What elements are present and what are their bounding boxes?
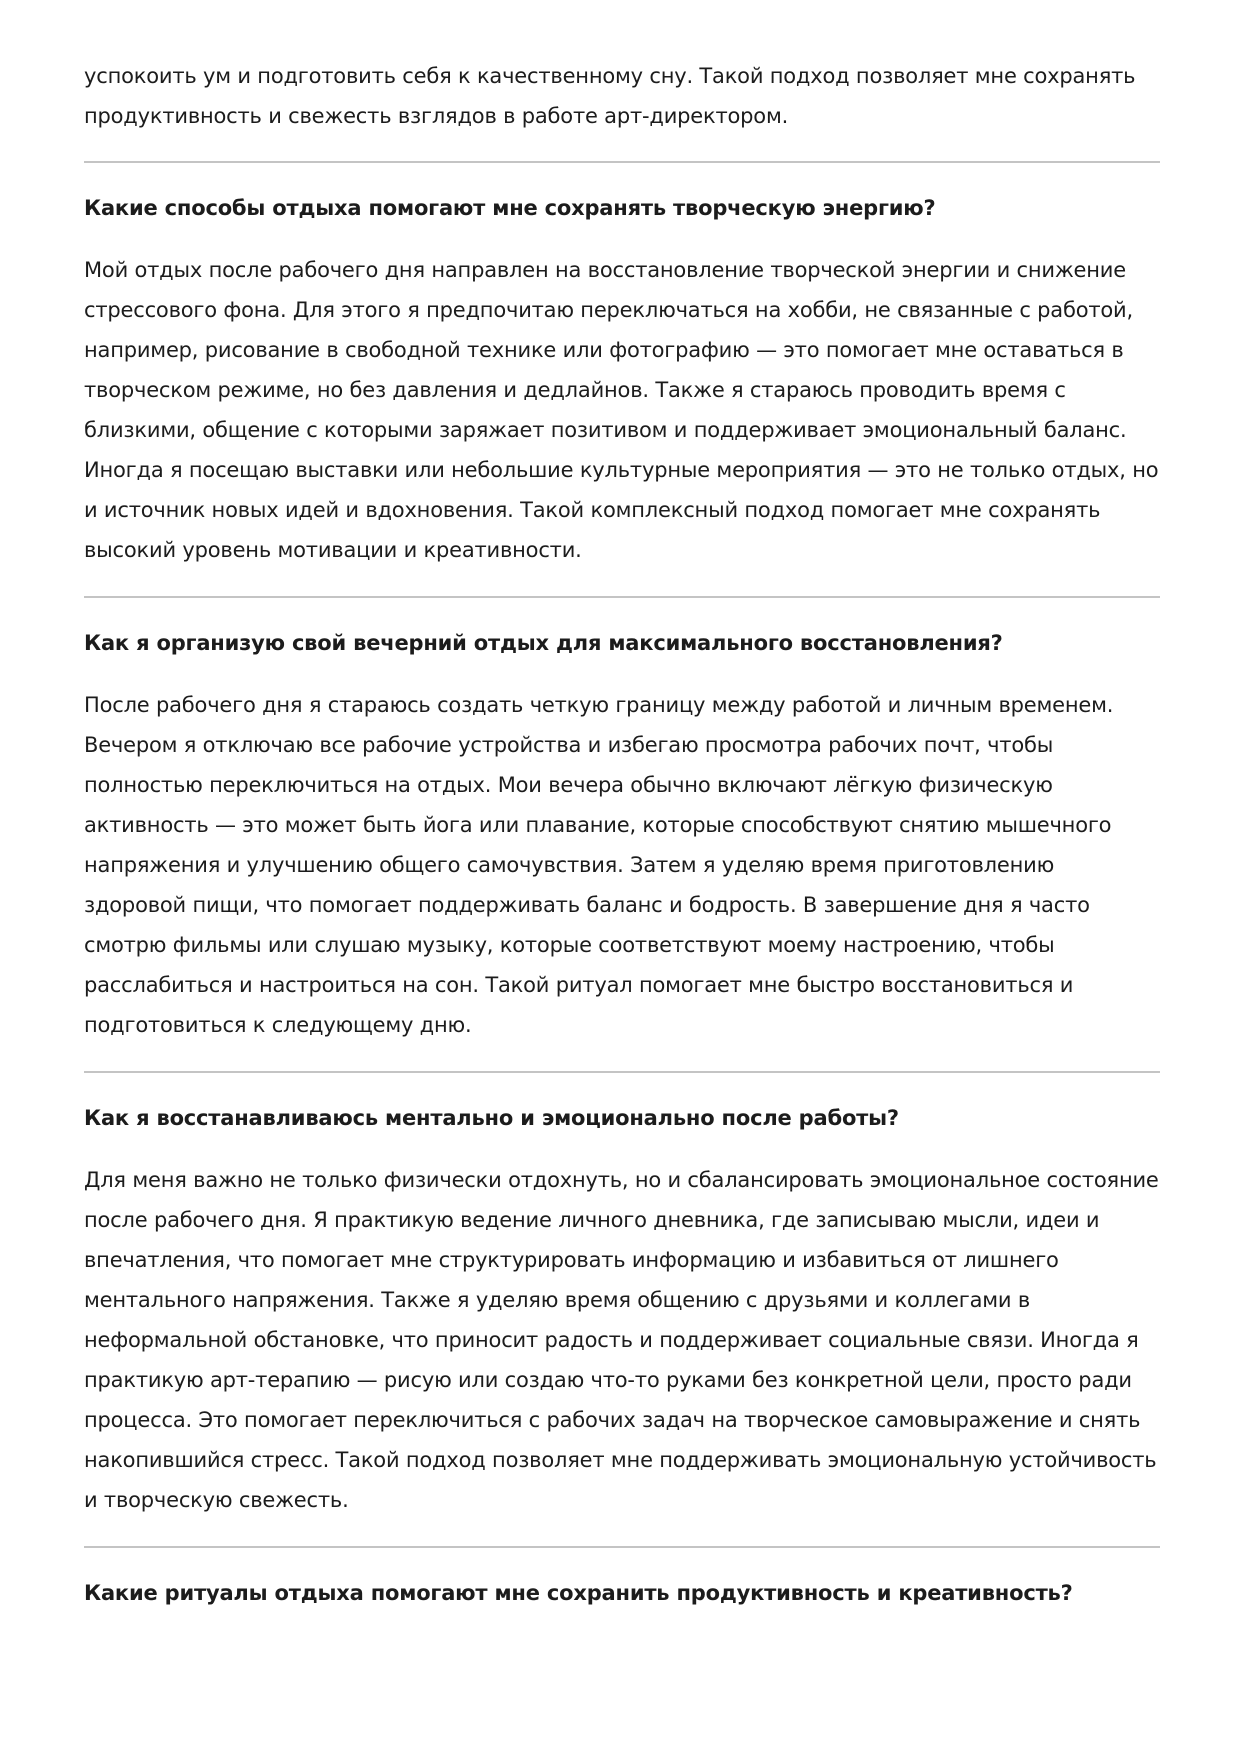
section-heading: Какие ритуалы отдыха помогают мне сохранить продуктивность и креативность? bbox=[84, 1581, 1073, 1605]
section-heading: Как я организую свой вечерний отдых для максимального восстановления? bbox=[84, 631, 1003, 655]
section-divider bbox=[84, 596, 1160, 598]
section-paragraph: После рабочего дня я стараюсь создать четкую границу между работой и личным временем. Вечером я отключаю все рабочие устройства и избегаю просмотра рабочих почт, чтобы полностью переключиться на отдых. Мои вечера обычно включают лёгкую физическую активность — это может быть йога или плавание, которые способствуют снятию мышечного напряжения и улучшению общего самочувствия. Затем я уделяю время приготовлению здоровой пищи, что помогает поддерживать баланс и бодрость. В завершение дня я часто смотрю фильмы или слушаю музыку, которые соответствуют моему настроению, чтобы расслабиться и настроиться на сон. Такой ритуал помогает мне быстро восстановиться и подготовиться к следующему дню. bbox=[84, 693, 1114, 1037]
section-divider bbox=[84, 1546, 1160, 1548]
document-page bbox=[84, 56, 1160, 1608]
section-divider bbox=[84, 161, 1160, 163]
section-heading: Как я восстанавливаюсь ментально и эмоционально после работы? bbox=[84, 1106, 899, 1130]
section-divider bbox=[84, 1071, 1160, 1073]
section-paragraph: Мой отдых после рабочего дня направлен на восстановление творческой энергии и снижение стрессового фона. Для этого я предпочитаю переключаться на хобби, не связанные с работой, например, рисование в свободной технике или фотографию — это помогает мне оставаться в творческом режиме, но без давления и дедлайнов. Также я стараюсь проводить время с близкими, общение с которыми заряжает позитивом и поддерживает эмоциональный баланс. Иногда я посещаю выставки или небольшие культурные мероприятия — это не только отдых, но и источник новых идей и вдохновения. Такой комплексный подход помогает мне сохранять высокий уровень мотивации и креативности. bbox=[84, 258, 1159, 562]
section-paragraph: Для меня важно не только физически отдохнуть, но и сбалансировать эмоциональное состояние после рабочего дня. Я практикую ведение личного дневника, где записываю мысли, идеи и впечатления, что помогает мне структурировать информацию и избавиться от лишнего ментального напряжения. Также я уделяю время общению с друзьями и коллегами в неформальной обстановке, что приносит радость и поддерживает социальные связи. Иногда я практикую арт-терапию — рисую или создаю что-то руками без конкретной цели, просто ради процесса. Это помогает переключиться с рабочих задач на творческое самовыражение и снять накопившийся стресс. Такой подход позволяет мне поддерживать эмоциональную устойчивость и творческую свежесть. bbox=[84, 1168, 1159, 1512]
intro-paragraph: успокоить ум и подготовить себя к качественному сну. Такой подход позволяет мне сохранять продуктивность и свежесть взглядов в работе арт-директором. bbox=[84, 64, 1136, 128]
section-heading: Какие способы отдыха помогают мне сохранять творческую энергию? bbox=[84, 196, 936, 220]
